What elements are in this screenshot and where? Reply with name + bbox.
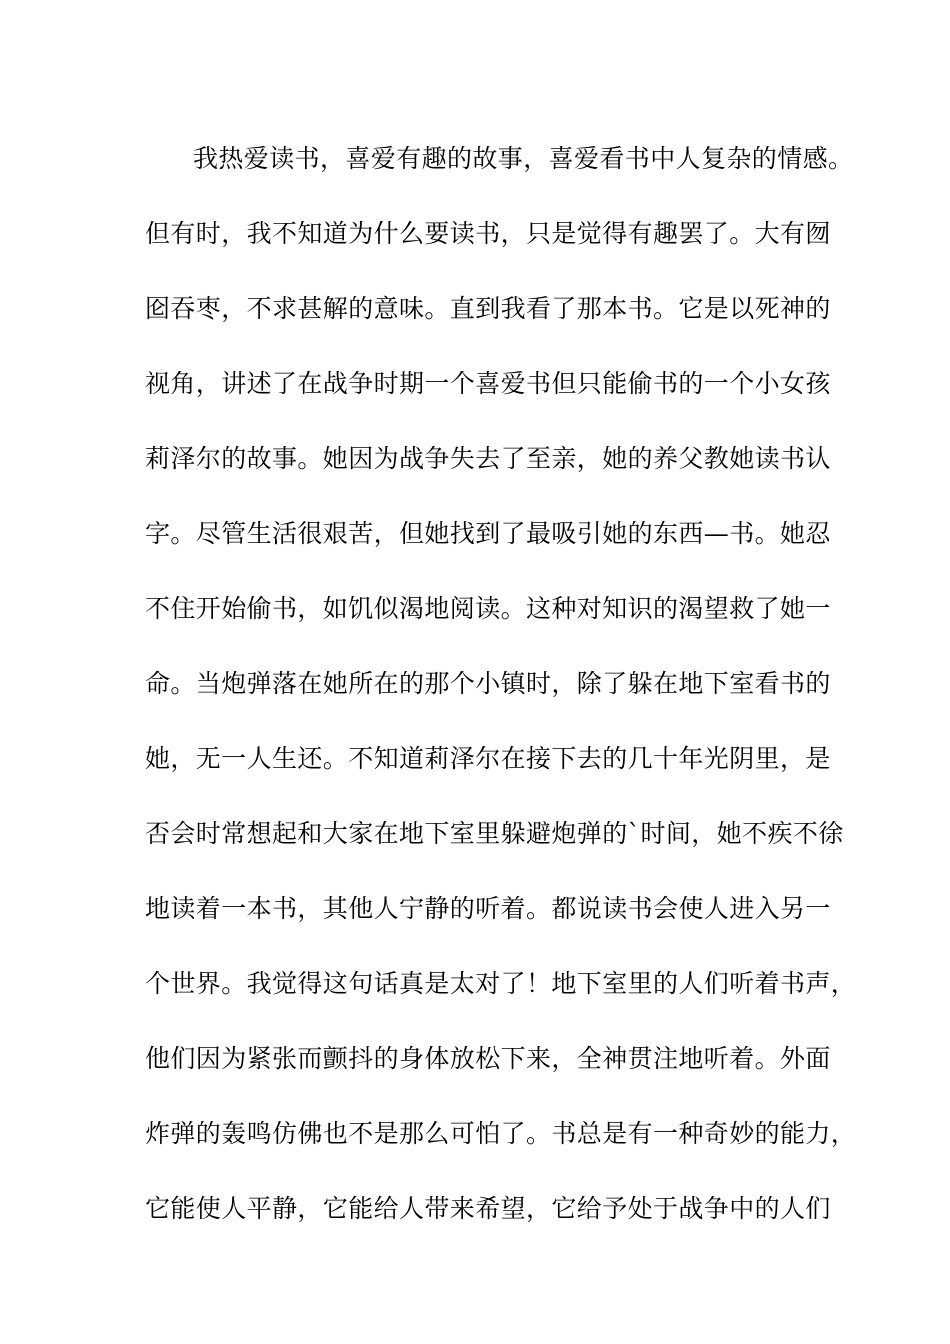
text-line: 囵吞枣，不求甚解的意味。直到我看了那本书。它是以死神的: [145, 294, 831, 323]
text-line: 地读着一本书，其他人宁静的听着。都说读书会使人进入另一: [145, 894, 831, 923]
body-text: [145, 130, 857, 1255]
text-line: 视角，讲述了在战争时期一个喜爱书但只能偷书的一个小女孩: [145, 369, 831, 398]
text-line: 不住开始偷书，如饥似渴地阅读。这种对知识的渴望救了她一: [145, 594, 831, 623]
text-line: 她，无一人生还。不知道莉泽尔在接下去的几十年光阴里，是: [145, 744, 831, 773]
text-line: 炸弹的轰鸣仿佛也不是那么可怕了。书总是有一种奇妙的能力，: [145, 1119, 857, 1148]
text-line: 否会时常想起和大家在地下室里躲避炮弹的`时间，她不疾不徐: [145, 819, 844, 848]
text-line: 莉泽尔的故事。她因为战争失去了至亲，她的养父教她读书认: [145, 444, 831, 473]
text-line: 命。当炮弹落在她所在的那个小镇时，除了躲在地下室看书的: [145, 669, 831, 698]
text-line: 字。尽管生活很艰苦，但她找到了最吸引她的东西—书。她忍: [145, 519, 831, 548]
text-line: 它能使人平静，它能给人带来希望，它给予处于战争中的人们: [145, 1194, 831, 1223]
text-line: 个世界。我觉得这句话真是太对了！地下室里的人们听着书声，: [145, 969, 857, 998]
text-line: 他们因为紧张而颤抖的身体放松下来，全神贯注地听着。外面: [145, 1044, 831, 1073]
text-line: 但有时，我不知道为什么要读书，只是觉得有趣罢了。大有囫: [145, 219, 831, 248]
text-line: 我热爱读书，喜爱有趣的故事，喜爱看书中人复杂的情感。: [193, 144, 854, 173]
